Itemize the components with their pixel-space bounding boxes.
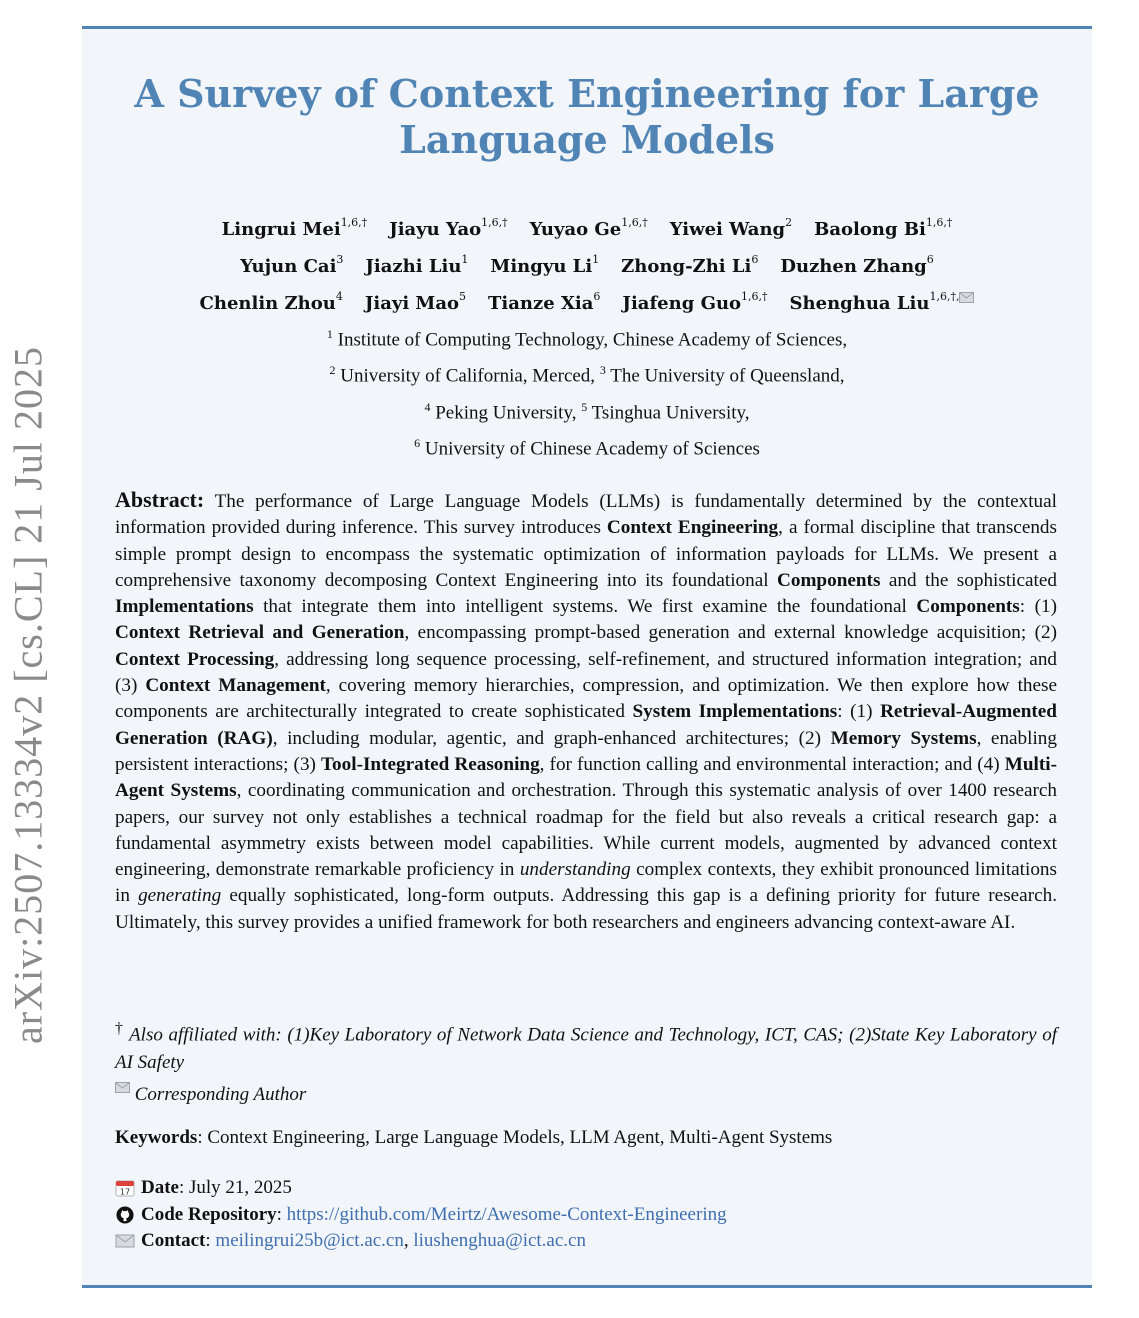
abstract-emphasis: Context Retrieval and Generation xyxy=(115,622,405,644)
author: Jiayu Yao$^{1,6,\dagger}$ xyxy=(389,216,508,240)
author-list xyxy=(82,209,1092,320)
author: Duzhen Zhang$^6$ xyxy=(780,253,934,277)
author: Jiayi Mao$^5$ xyxy=(364,290,467,314)
abstract-emphasis: Components xyxy=(916,596,1020,618)
abstract-text: that integrate them into intelligent systems. We first examine the foundational xyxy=(253,596,917,618)
svg-text:17: 17 xyxy=(119,1187,131,1197)
abstract-text: , addressing long sequence processing, self-refinement, and structured information integration; and (3) xyxy=(115,648,1058,697)
abstract-emphasis: Implementations xyxy=(115,596,254,618)
abstract-emphasis: Retrieval-Augmented Generation (RAG) xyxy=(115,701,1057,749)
email-link[interactable]: liushenghua@ict.ac.cn xyxy=(413,1230,586,1251)
author: Baolong $Bi^{1,6,\dagger}$ xyxy=(814,216,953,240)
abstract-body xyxy=(115,491,1057,933)
abstract-emphasis: Tool-Integrated Reasoning xyxy=(321,753,540,775)
abstract-emphasis: Context Engineering xyxy=(606,517,779,539)
affiliation-line: $^6$ University of Chinese Academy of Sciences xyxy=(414,435,760,460)
github-icon xyxy=(115,1206,135,1224)
abstract-text: , a formal discipline that transcends simple prompt design to encompass the systematic optimization of information payloads for LLMs. We present a comprehensive taxonomy decomposing Context Engineering into its foundational xyxy=(115,517,1057,591)
author-row xyxy=(82,209,1092,246)
author: Chenlin Zhou$^4$ xyxy=(199,290,343,314)
title-line-2: Language Models xyxy=(399,117,775,162)
paper-title-page xyxy=(82,26,1092,1288)
author: Yiwei Wang$^2$ xyxy=(669,216,793,240)
abstract-text: The performance of Large Language Models (LLMs) is fundamentally determined by the contextual information provided during inference. This survey introduces xyxy=(115,491,1057,539)
abstract xyxy=(115,487,1057,936)
author: Yujun Cai$^3$ xyxy=(240,253,344,277)
affiliations xyxy=(82,319,1092,464)
abstract-emphasis: Context Processing xyxy=(115,648,275,670)
arxiv-side-stamp xyxy=(4,346,52,1044)
author: Mingyu Li$^1$ xyxy=(490,253,600,277)
abstract-text: , encompassing prompt-based generation and external knowledge acquisition; (2) xyxy=(404,622,1057,644)
abstract-italic: understanding xyxy=(519,859,631,881)
abstract-text: : (1) xyxy=(1019,596,1057,618)
abstract-emphasis: Memory Systems xyxy=(830,727,977,749)
author: Zhong-Zhi Li$^6$ xyxy=(621,253,759,277)
envelope-icon xyxy=(115,1082,130,1093)
abstract-label: Abstract: xyxy=(115,487,205,512)
paper-title xyxy=(82,71,1092,163)
author-row xyxy=(82,246,1092,283)
abstract-emphasis: Multi-Agent Systems xyxy=(115,753,1057,802)
abstract-text: equally sophisticated, long-form outputs. Addressing this gap is a defining priority for future research. Ultimately, this survey provides a unified framework for both researchers and engineers advancing context-aware AI. xyxy=(115,885,1057,933)
abstract-text: and the sophisticated xyxy=(880,569,1057,591)
calendar-icon xyxy=(115,1179,135,1197)
author-row xyxy=(82,283,1092,320)
abstract-text: , enabling persistent interactions; (3) xyxy=(115,727,1057,775)
email-link[interactable]: meilingrui25b@ict.ac.cn xyxy=(215,1230,404,1251)
abstract-text: complex contexts, they exhibit pronounced limitations in xyxy=(115,859,1057,907)
abstract-text: , including modular, agentic, and graph-enhanced architectures; (2) xyxy=(272,727,831,749)
envelope-icon xyxy=(115,1232,135,1250)
abstract-text: : (1) xyxy=(837,701,881,723)
contact-line: Contact: meilingrui25b@ict.ac.cn, liushenghua@ict.ac.cn xyxy=(115,1228,1057,1255)
author: Tianze Xia$^6$ xyxy=(488,290,601,314)
abstract-text: , coordinating communication and orchestration. Through this systematic analysis of over 1400 research papers, our survey not only establishes a technical roadmap for the field but also reveals a critical research gap: a fundamental asymmetry exists between model capabilities. While current models, augmented by advanced context engineering, demonstrate remarkable proficiency in xyxy=(115,780,1058,881)
repository-line: Code Repository: https://github.com/Meirtz/Awesome-Context-Engineering xyxy=(115,1202,1057,1229)
envelope-icon xyxy=(959,292,974,303)
affiliation-line: $^4$ Peking University, $^5$ Tsinghua University, xyxy=(424,399,750,423)
abstract-italic: generating xyxy=(138,885,222,907)
paper-meta xyxy=(115,1175,1057,1255)
corresponding-footnote: Corresponding Author xyxy=(115,1081,1057,1109)
keywords xyxy=(115,1125,1057,1151)
author: Jiazhi Liu$^1$ xyxy=(365,253,469,277)
author: Shenghua Liu$^{1,6,\dagger,}$ xyxy=(790,283,975,320)
date-line: 17 Date: July 21, 2025 xyxy=(115,1175,1057,1202)
abstract-text: , covering memory hierarchies, compression, and optimization. We then explore how these components are architecturally integrated to create sophisticated xyxy=(115,675,1058,723)
author: Lingrui Mei$^{1,6,\dagger}$ xyxy=(221,216,368,240)
keywords-text: : Context Engineering, Large Language Models, LLM Agent, Multi-Agent Systems xyxy=(197,1127,833,1148)
abstract-text: , for function calling and environmental interaction; and (4) xyxy=(539,753,1005,775)
affiliation-line: $^2$ University of California, Merced, $^3$ The University of Queensland, xyxy=(329,363,845,387)
arxiv-identifier: arXiv:2507.13334v2 [cs.CL] 21 Jul 2025 xyxy=(5,346,51,1044)
footnotes xyxy=(115,1015,1057,1109)
abstract-emphasis: Context Management xyxy=(145,675,326,697)
title-line-1: A Survey of Context Engineering for Large xyxy=(134,71,1040,116)
abstract-emphasis: System Implementations xyxy=(632,701,838,723)
affiliation-footnote: † Also affiliated with: (1)Key Laboratory of Network Data Science and Technology, ICT, CAS; (2)State Key Laboratory of AI Safety xyxy=(115,1020,1057,1074)
abstract-emphasis: Components xyxy=(777,569,881,591)
affiliation-line: $^1$ Institute of Computing Technology, Chinese Academy of Sciences, xyxy=(326,327,848,351)
repository-link[interactable]: https://github.com/Meirtz/Awesome-Context-Engineering xyxy=(286,1203,727,1225)
keywords-label: Keywords xyxy=(115,1127,198,1148)
author: Jiafeng Guo$^{1,6,\dagger}$ xyxy=(622,290,768,314)
author: Yuyao $Ge^{1,6,\dagger}$ xyxy=(529,216,648,240)
